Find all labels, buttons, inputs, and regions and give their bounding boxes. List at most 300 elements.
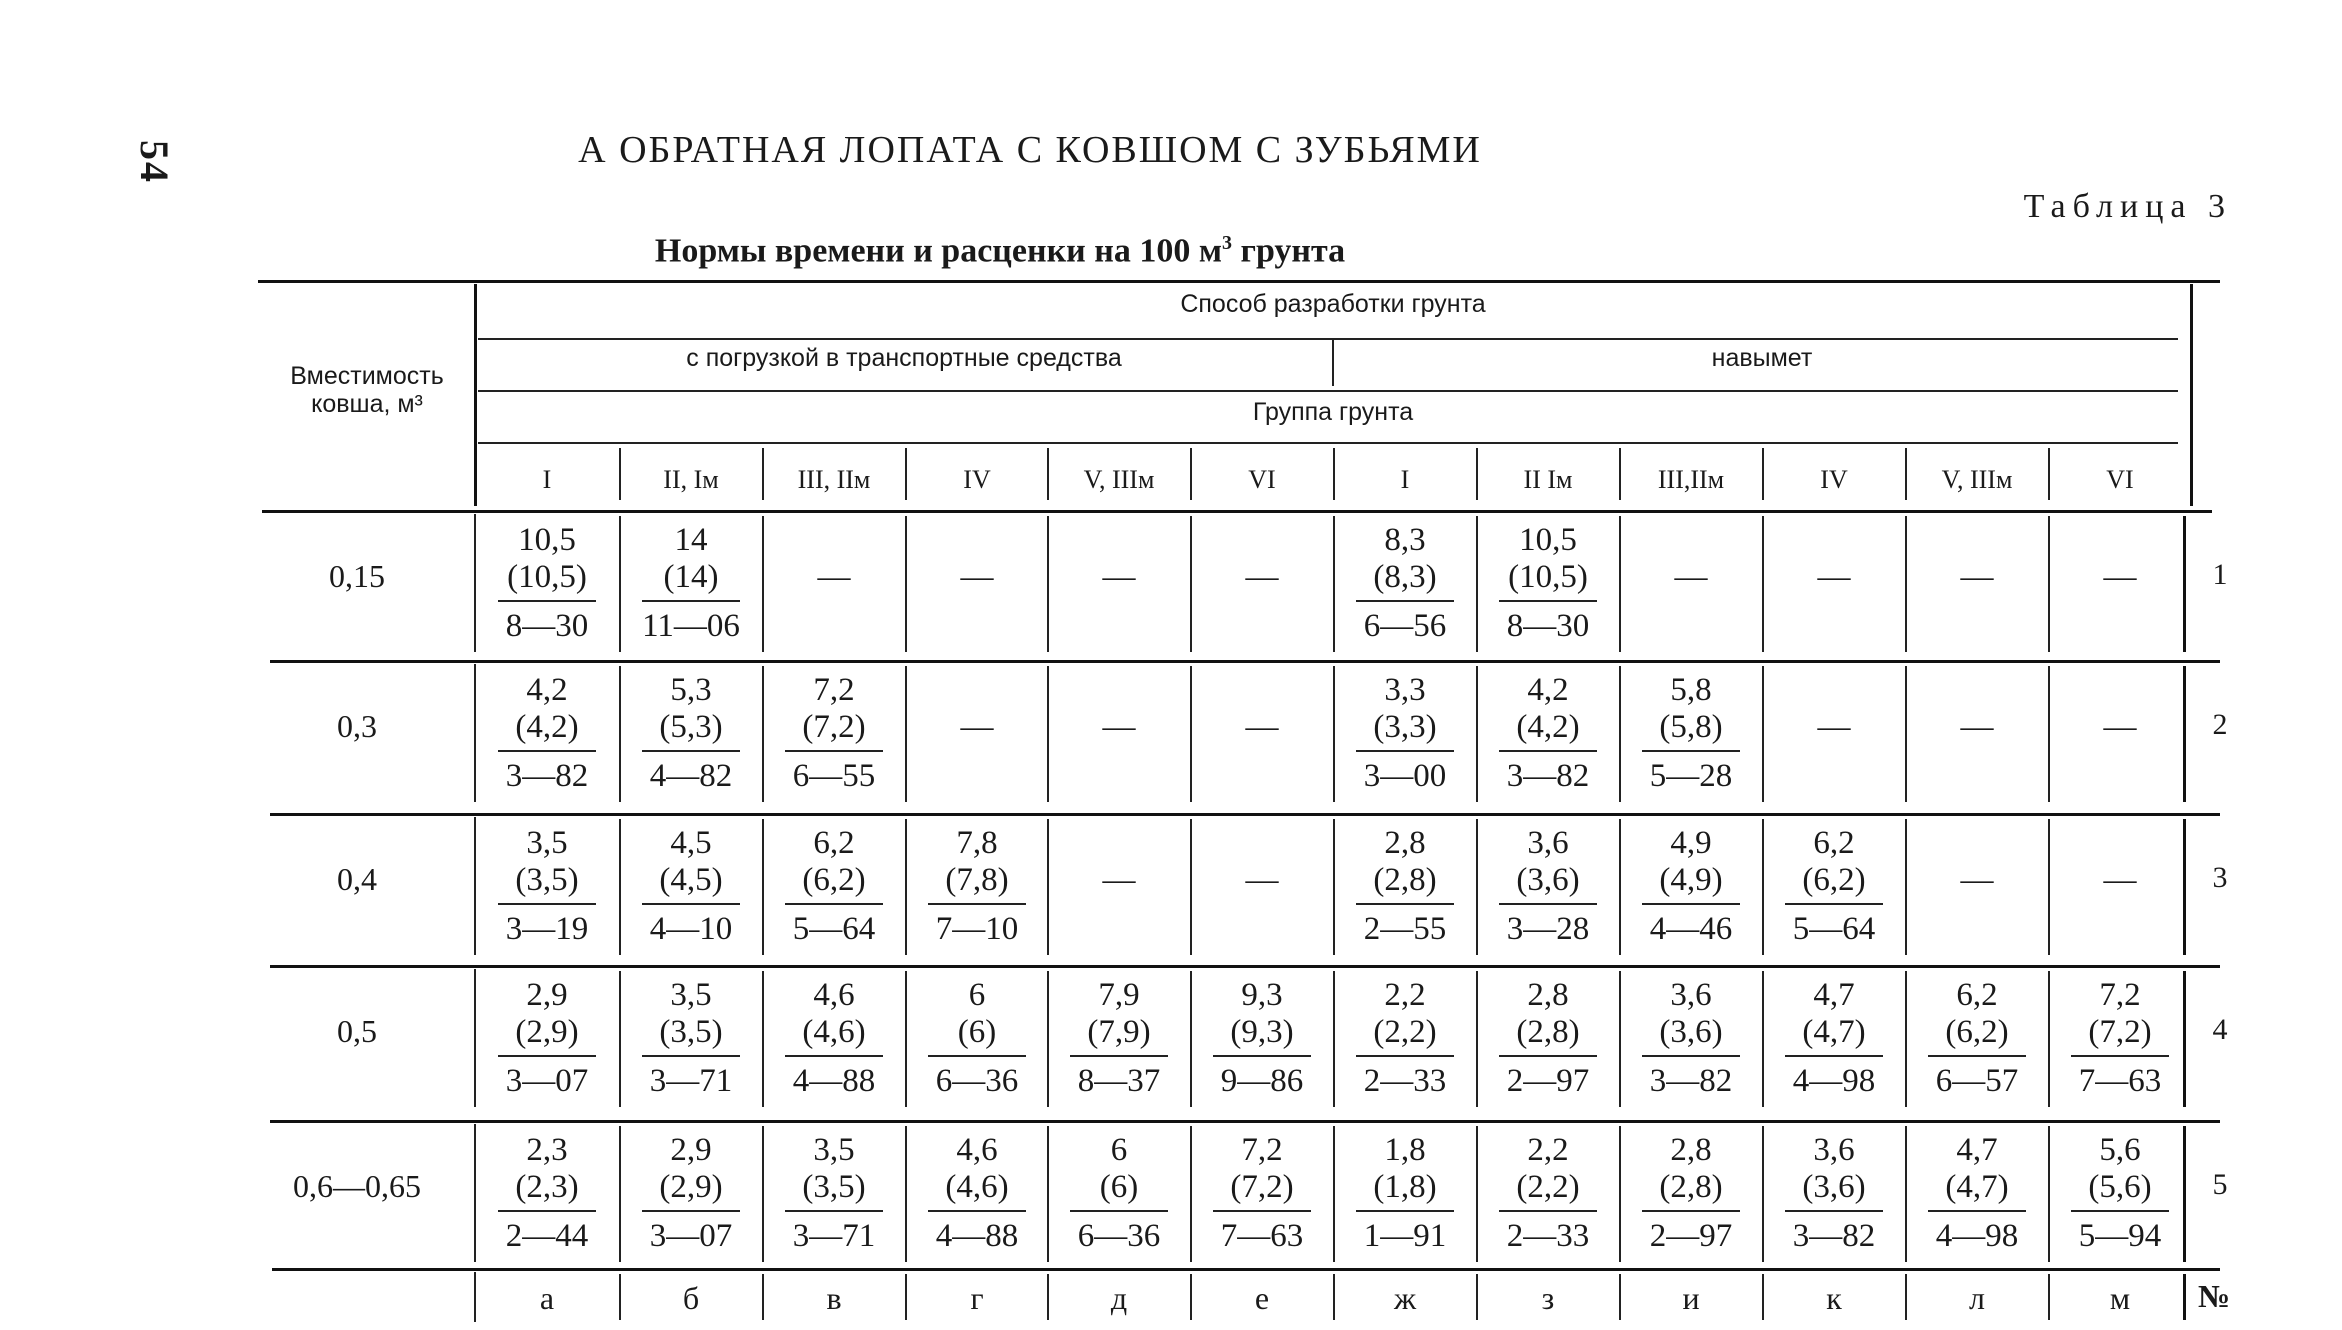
cell-divider xyxy=(1905,971,1907,1107)
subtitle-superscript: 3 xyxy=(1222,232,1233,254)
cell-divider xyxy=(2048,971,2050,1107)
time-norm: 9,3 xyxy=(1241,977,1283,1013)
time-norm: 2,8 xyxy=(1527,977,1569,1013)
time-norm: 3,6 xyxy=(1670,977,1712,1013)
norm-cell xyxy=(1477,522,1619,645)
cell-divider xyxy=(1762,819,1764,955)
norm-cell xyxy=(1334,1132,1476,1255)
cell-divider xyxy=(619,819,621,955)
time-norm: 1,8 xyxy=(1384,1132,1426,1168)
price-rate: 2—55 xyxy=(1363,911,1447,947)
price-rate: 3—28 xyxy=(1506,911,1590,947)
fraction-line xyxy=(785,1210,883,1212)
norm-cell xyxy=(620,522,762,645)
fraction-line xyxy=(1928,1055,2026,1057)
column-letter: д xyxy=(1110,1280,1128,1316)
column-letter: л xyxy=(1969,1280,1985,1316)
price-rate: 4—82 xyxy=(649,758,733,794)
time-norm: 4,2 xyxy=(1527,672,1569,708)
time-norm: 2,2 xyxy=(1384,977,1426,1013)
time-norm: 6,2 xyxy=(813,825,855,861)
price-rate: 6—57 xyxy=(1935,1063,2019,1099)
bucket-capacity: 0,3 xyxy=(337,708,377,744)
price-rate: 1—91 xyxy=(1363,1218,1447,1254)
fraction-line xyxy=(1499,600,1597,602)
group-divider xyxy=(905,448,907,500)
fraction-line xyxy=(785,750,883,752)
cell-divider xyxy=(1905,516,1907,652)
price-rate: 2—97 xyxy=(1506,1063,1590,1099)
letter-divider xyxy=(1333,1274,1335,1320)
time-norm-alt: (7,8) xyxy=(945,862,1009,898)
cell-divider xyxy=(1047,819,1049,955)
row-rule xyxy=(270,660,2220,663)
norm-cell xyxy=(1620,977,1762,1100)
time-norm: 3,3 xyxy=(1384,672,1426,708)
price-rate: 6—55 xyxy=(792,758,876,794)
time-norm: 5,6 xyxy=(2099,1132,2141,1168)
empty-dash: — xyxy=(1817,709,1851,745)
price-rate: 6—36 xyxy=(1077,1218,1161,1254)
norm-cell xyxy=(1334,977,1476,1100)
empty-dash: — xyxy=(1245,559,1279,595)
time-norm-alt: (6,2) xyxy=(802,862,866,898)
empty-dash: — xyxy=(1674,559,1708,595)
cell-divider xyxy=(1190,666,1192,802)
time-norm: 2,2 xyxy=(1527,1132,1569,1168)
soil-group-label: III,IIм xyxy=(1657,465,1725,494)
group-divider xyxy=(1905,448,1907,500)
cell-divider xyxy=(1762,1126,1764,1262)
fraction-line xyxy=(642,1210,740,1212)
row-rule xyxy=(262,510,2212,513)
norm-cell xyxy=(2049,977,2191,1100)
group-divider xyxy=(1190,448,1192,500)
time-norm-alt: (3,5) xyxy=(515,862,579,898)
group-divider xyxy=(762,448,764,500)
fraction-line xyxy=(785,1055,883,1057)
fraction-line xyxy=(1070,1055,1168,1057)
cell-divider xyxy=(1476,819,1478,955)
row-number: 3 xyxy=(2212,861,2228,894)
norm-cell xyxy=(1763,977,1905,1100)
fraction-line xyxy=(1642,750,1740,752)
cell-divider xyxy=(762,1126,764,1262)
time-norm-alt: (1,8) xyxy=(1373,1169,1437,1205)
norm-cell xyxy=(2049,522,2191,596)
empty-dash: — xyxy=(2103,709,2137,745)
price-rate: 2—97 xyxy=(1649,1218,1733,1254)
cell-divider xyxy=(1619,971,1621,1107)
letter-divider xyxy=(1047,1274,1049,1320)
price-rate: 4—98 xyxy=(1935,1218,2019,1254)
time-norm: 6 xyxy=(968,977,986,1013)
norm-cell xyxy=(2049,672,2191,746)
cell-divider xyxy=(619,1126,621,1262)
time-norm-alt: (3,3) xyxy=(1373,709,1437,745)
cell-divider xyxy=(1190,971,1192,1107)
subtitle-main: Нормы времени и расценки на 100 м xyxy=(654,232,1223,270)
price-rate: 5—64 xyxy=(1792,911,1876,947)
norm-cell xyxy=(1477,1132,1619,1255)
empty-dash: — xyxy=(1102,709,1136,745)
time-norm-alt: (4,2) xyxy=(1516,709,1580,745)
cell-divider xyxy=(2048,1126,2050,1262)
time-norm: 4,7 xyxy=(1956,1132,1998,1168)
cell-divider xyxy=(1905,666,1907,802)
fraction-line xyxy=(928,1210,1026,1212)
norm-cell xyxy=(763,825,905,948)
table-label: Таблица 3 xyxy=(2023,188,2232,225)
time-norm-alt: (2,8) xyxy=(1659,1169,1723,1205)
price-rate: 7—10 xyxy=(935,911,1019,947)
norm-cell xyxy=(1477,977,1619,1100)
norm-cell xyxy=(1477,672,1619,795)
cell-divider xyxy=(1047,971,1049,1107)
fraction-line xyxy=(928,903,1026,905)
cell-divider xyxy=(1047,1126,1049,1262)
fraction-line xyxy=(1213,1055,1311,1057)
norm-cell xyxy=(476,672,618,795)
empty-dash: — xyxy=(960,709,994,745)
column-letter: г xyxy=(970,1280,984,1316)
time-norm: 14 xyxy=(674,522,708,558)
soil-group-label: IV xyxy=(1820,465,1848,494)
time-norm: 3,5 xyxy=(670,977,712,1013)
empty-dash: — xyxy=(1102,559,1136,595)
time-norm: 5,8 xyxy=(1670,672,1712,708)
cell-divider xyxy=(1333,516,1335,652)
fraction-line xyxy=(1785,1210,1883,1212)
norm-cell xyxy=(1906,1132,2048,1255)
column-letter: к xyxy=(1826,1280,1842,1316)
fraction-line xyxy=(642,903,740,905)
fraction-line xyxy=(2071,1055,2169,1057)
cell-divider xyxy=(1333,819,1335,955)
price-rate: 4—46 xyxy=(1649,911,1733,947)
letter-divider xyxy=(1905,1274,1907,1320)
norm-cell xyxy=(620,1132,762,1255)
cell-divider xyxy=(1619,819,1621,955)
group-header-rule xyxy=(478,442,2178,444)
number-column-divider xyxy=(2183,666,2186,802)
bucket-capacity: 0,15 xyxy=(329,558,385,594)
time-norm: 7,2 xyxy=(1241,1132,1283,1168)
column-letter: е xyxy=(1254,1280,1270,1316)
norm-cell xyxy=(906,522,1048,596)
empty-dash: — xyxy=(2103,559,2137,595)
row-rule xyxy=(270,813,2220,816)
time-norm: 3,6 xyxy=(1813,1132,1855,1168)
price-rate: 3—00 xyxy=(1363,758,1447,794)
norm-cell xyxy=(1763,672,1905,746)
norm-cell xyxy=(1906,522,2048,596)
loading-header: с погрузкой в транспортные средства xyxy=(686,344,1122,372)
time-norm-alt: (5,6) xyxy=(2088,1169,2152,1205)
time-norm-alt: (7,9) xyxy=(1087,1014,1151,1050)
number-column-divider xyxy=(2183,971,2186,1107)
cell-divider xyxy=(1190,516,1192,652)
row-number: 1 xyxy=(2212,558,2228,591)
time-norm: 2,3 xyxy=(526,1132,568,1168)
empty-dash: — xyxy=(1960,862,1994,898)
price-rate: 5—28 xyxy=(1649,758,1733,794)
norm-cell xyxy=(1048,825,1190,899)
fraction-line xyxy=(928,1055,1026,1057)
group-divider xyxy=(1619,448,1621,500)
group-divider xyxy=(1762,448,1764,500)
norm-cell xyxy=(1048,977,1190,1100)
fraction-line xyxy=(642,750,740,752)
bucket-capacity: 0,6—0,65 xyxy=(293,1168,421,1204)
time-norm: 3,5 xyxy=(813,1132,855,1168)
table-subtitle xyxy=(0,232,1870,270)
column-letter: м xyxy=(2109,1280,2131,1316)
time-norm-alt: (7,2) xyxy=(2088,1014,2152,1050)
cell-divider xyxy=(762,516,764,652)
cell-divider xyxy=(905,819,907,955)
norm-cell xyxy=(1048,672,1190,746)
cell-divider xyxy=(1762,971,1764,1107)
time-norm: 3,5 xyxy=(526,825,568,861)
price-rate: 2—44 xyxy=(505,1218,589,1254)
bucket-capacity: 0,4 xyxy=(337,861,377,897)
norm-cell xyxy=(1191,672,1333,746)
number-column-divider xyxy=(2183,1126,2186,1262)
empty-dash: — xyxy=(1960,559,1994,595)
fraction-line xyxy=(642,600,740,602)
cell-divider xyxy=(1476,516,1478,652)
norm-cell xyxy=(476,825,618,948)
empty-dash: — xyxy=(2103,862,2137,898)
time-norm-alt: (2,9) xyxy=(515,1014,579,1050)
price-rate: 3—82 xyxy=(505,758,589,794)
cell-divider xyxy=(1333,1126,1335,1262)
number-column-divider xyxy=(2183,1274,2186,1320)
cell-divider xyxy=(1905,819,1907,955)
group-divider xyxy=(2048,448,2050,500)
cell-divider xyxy=(1619,1126,1621,1262)
time-norm: 5,3 xyxy=(670,672,712,708)
fraction-line xyxy=(498,750,596,752)
time-norm-alt: (3,6) xyxy=(1659,1014,1723,1050)
norm-cell xyxy=(763,1132,905,1255)
group-divider xyxy=(1047,448,1049,500)
price-rate: 6—56 xyxy=(1363,608,1447,644)
price-rate: 3—82 xyxy=(1506,758,1590,794)
cell-divider xyxy=(1333,666,1335,802)
cell-divider xyxy=(905,516,907,652)
norm-cell xyxy=(1906,672,2048,746)
fraction-line xyxy=(1213,1210,1311,1212)
time-norm: 6 xyxy=(1110,1132,1128,1168)
soil-group-label: VI xyxy=(1248,465,1276,494)
time-norm-alt: (4,7) xyxy=(1945,1169,2009,1205)
column-letter: б xyxy=(682,1280,700,1316)
price-rate: 2—33 xyxy=(1506,1218,1590,1254)
norm-cell xyxy=(1620,1132,1762,1255)
time-norm-alt: (2,3) xyxy=(515,1169,579,1205)
norm-cell xyxy=(906,825,1048,948)
fraction-line xyxy=(2071,1210,2169,1212)
number-sign: № xyxy=(2198,1278,2231,1314)
fraction-line xyxy=(785,903,883,905)
price-rate: 5—64 xyxy=(792,911,876,947)
time-norm-alt: (2,8) xyxy=(1516,1014,1580,1050)
norm-cell xyxy=(906,977,1048,1100)
time-norm: 4,6 xyxy=(813,977,855,1013)
cell-divider xyxy=(1476,971,1478,1107)
cell-divider xyxy=(1047,516,1049,652)
empty-dash: — xyxy=(1245,709,1279,745)
cell-divider xyxy=(1619,666,1621,802)
cell-divider xyxy=(619,666,621,802)
price-rate: 2—33 xyxy=(1363,1063,1447,1099)
cell-divider xyxy=(1905,1126,1907,1262)
price-rate: 3—82 xyxy=(1792,1218,1876,1254)
price-rate: 8—30 xyxy=(1506,608,1590,644)
soil-group-label: V, IIIм xyxy=(1083,465,1155,494)
soil-group-label: VI xyxy=(2106,465,2134,494)
letter-divider xyxy=(1762,1274,1764,1320)
row-number: 2 xyxy=(2212,708,2228,741)
soil-group-label: III, IIм xyxy=(797,465,871,494)
time-norm-alt: (2,2) xyxy=(1373,1014,1437,1050)
group-divider xyxy=(619,448,621,500)
time-norm-alt: (4,7) xyxy=(1802,1014,1866,1050)
cell-divider xyxy=(1190,1126,1192,1262)
time-norm-alt: (2,8) xyxy=(1373,862,1437,898)
cell-divider xyxy=(1762,516,1764,652)
norm-cell xyxy=(1191,522,1333,596)
column-letter: з xyxy=(1541,1280,1555,1316)
fraction-line xyxy=(1785,903,1883,905)
price-rate: 9—86 xyxy=(1220,1063,1304,1099)
column-letter: ж xyxy=(1393,1280,1417,1316)
price-rate: 8—30 xyxy=(505,608,589,644)
empty-dash: — xyxy=(817,559,851,595)
price-rate: 3—82 xyxy=(1649,1063,1733,1099)
price-rate: 7—63 xyxy=(1220,1218,1304,1254)
soil-group-label: II, Iм xyxy=(663,465,719,494)
column-letter: в xyxy=(826,1280,842,1316)
time-norm-alt: (14) xyxy=(663,559,719,595)
method-sub-rule xyxy=(478,390,2178,392)
cell-divider xyxy=(762,666,764,802)
cell-divider xyxy=(1619,516,1621,652)
letter-divider xyxy=(762,1274,764,1320)
time-norm-alt: (6) xyxy=(1099,1169,1139,1205)
price-rate: 4—88 xyxy=(935,1218,1019,1254)
fraction-line xyxy=(1642,1055,1740,1057)
norm-cell xyxy=(1763,1132,1905,1255)
soil-group-label: IV xyxy=(963,465,991,494)
norm-cell xyxy=(620,977,762,1100)
time-norm: 8,3 xyxy=(1384,522,1426,558)
time-norm-alt: (4,9) xyxy=(1659,862,1723,898)
time-norm: 6,2 xyxy=(1956,977,1998,1013)
time-norm-alt: (10,5) xyxy=(507,559,587,595)
fraction-line xyxy=(1642,1210,1740,1212)
time-norm-alt: (3,5) xyxy=(659,1014,723,1050)
fraction-line xyxy=(1642,903,1740,905)
norm-cell xyxy=(1334,672,1476,795)
soil-group-label: I xyxy=(1400,465,1410,494)
fraction-line xyxy=(1356,750,1454,752)
cell-divider xyxy=(1762,666,1764,802)
time-norm-alt: (7,2) xyxy=(802,709,866,745)
fraction-line xyxy=(1499,1210,1597,1212)
empty-dash: — xyxy=(1245,862,1279,898)
time-norm: 10,5 xyxy=(1519,522,1577,558)
cell-divider xyxy=(2048,516,2050,652)
price-rate: 8—37 xyxy=(1077,1063,1161,1099)
time-norm: 7,9 xyxy=(1098,977,1140,1013)
row-number: 4 xyxy=(2212,1013,2228,1046)
fraction-line xyxy=(498,903,596,905)
norm-cell xyxy=(1191,1132,1333,1255)
price-rate: 3—07 xyxy=(505,1063,589,1099)
letter-divider xyxy=(2048,1274,2050,1320)
time-norm: 7,2 xyxy=(2099,977,2141,1013)
time-norm: 4,9 xyxy=(1670,825,1712,861)
letter-divider xyxy=(1619,1274,1621,1320)
number-column-divider xyxy=(2183,819,2186,955)
norm-cell xyxy=(1763,522,1905,596)
time-norm-alt: (2,2) xyxy=(1516,1169,1580,1205)
price-rate: 3—07 xyxy=(649,1218,733,1254)
price-rate: 4—10 xyxy=(649,911,733,947)
price-rate: 5—94 xyxy=(2078,1218,2162,1254)
group-header: Группа грунта xyxy=(1252,398,1414,426)
norm-cell xyxy=(476,977,618,1100)
soil-group-label: II Iм xyxy=(1523,465,1573,494)
empty-dash: — xyxy=(960,559,994,595)
cell-divider xyxy=(905,666,907,802)
row-rule xyxy=(270,965,2220,968)
cell-divider xyxy=(1476,1126,1478,1262)
time-norm-alt: (6,2) xyxy=(1802,862,1866,898)
price-rate: 11—06 xyxy=(642,608,740,644)
time-norm: 7,2 xyxy=(813,672,855,708)
soil-group-label: I xyxy=(542,465,552,494)
price-rate: 4—98 xyxy=(1792,1063,1876,1099)
cell-divider xyxy=(1476,666,1478,802)
time-norm-alt: (3,5) xyxy=(802,1169,866,1205)
time-norm-alt: (8,3) xyxy=(1373,559,1437,595)
page-heading: А ОБРАТНАЯ ЛОПАТА С КОВШОМ С ЗУБЬЯМИ xyxy=(578,129,1482,171)
fraction-line xyxy=(1070,1210,1168,1212)
fraction-line xyxy=(498,1055,596,1057)
norm-cell xyxy=(1191,977,1333,1100)
cell-divider xyxy=(2048,666,2050,802)
fraction-line xyxy=(1356,600,1454,602)
time-norm-alt: (5,8) xyxy=(1659,709,1723,745)
time-norm: 10,5 xyxy=(518,522,576,558)
fraction-line xyxy=(1356,1055,1454,1057)
subtitle-tail: грунта xyxy=(1232,232,1346,270)
cell-divider xyxy=(2048,819,2050,955)
time-norm-alt: (4,6) xyxy=(802,1014,866,1050)
fraction-line xyxy=(1499,750,1597,752)
letter-divider xyxy=(1190,1274,1192,1320)
time-norm: 7,8 xyxy=(956,825,998,861)
norm-cell xyxy=(476,1132,618,1255)
row-rule xyxy=(270,1120,2220,1123)
dumping-header: навымет xyxy=(1711,344,1813,372)
empty-dash: — xyxy=(1960,709,1994,745)
norm-cell xyxy=(1191,825,1333,899)
